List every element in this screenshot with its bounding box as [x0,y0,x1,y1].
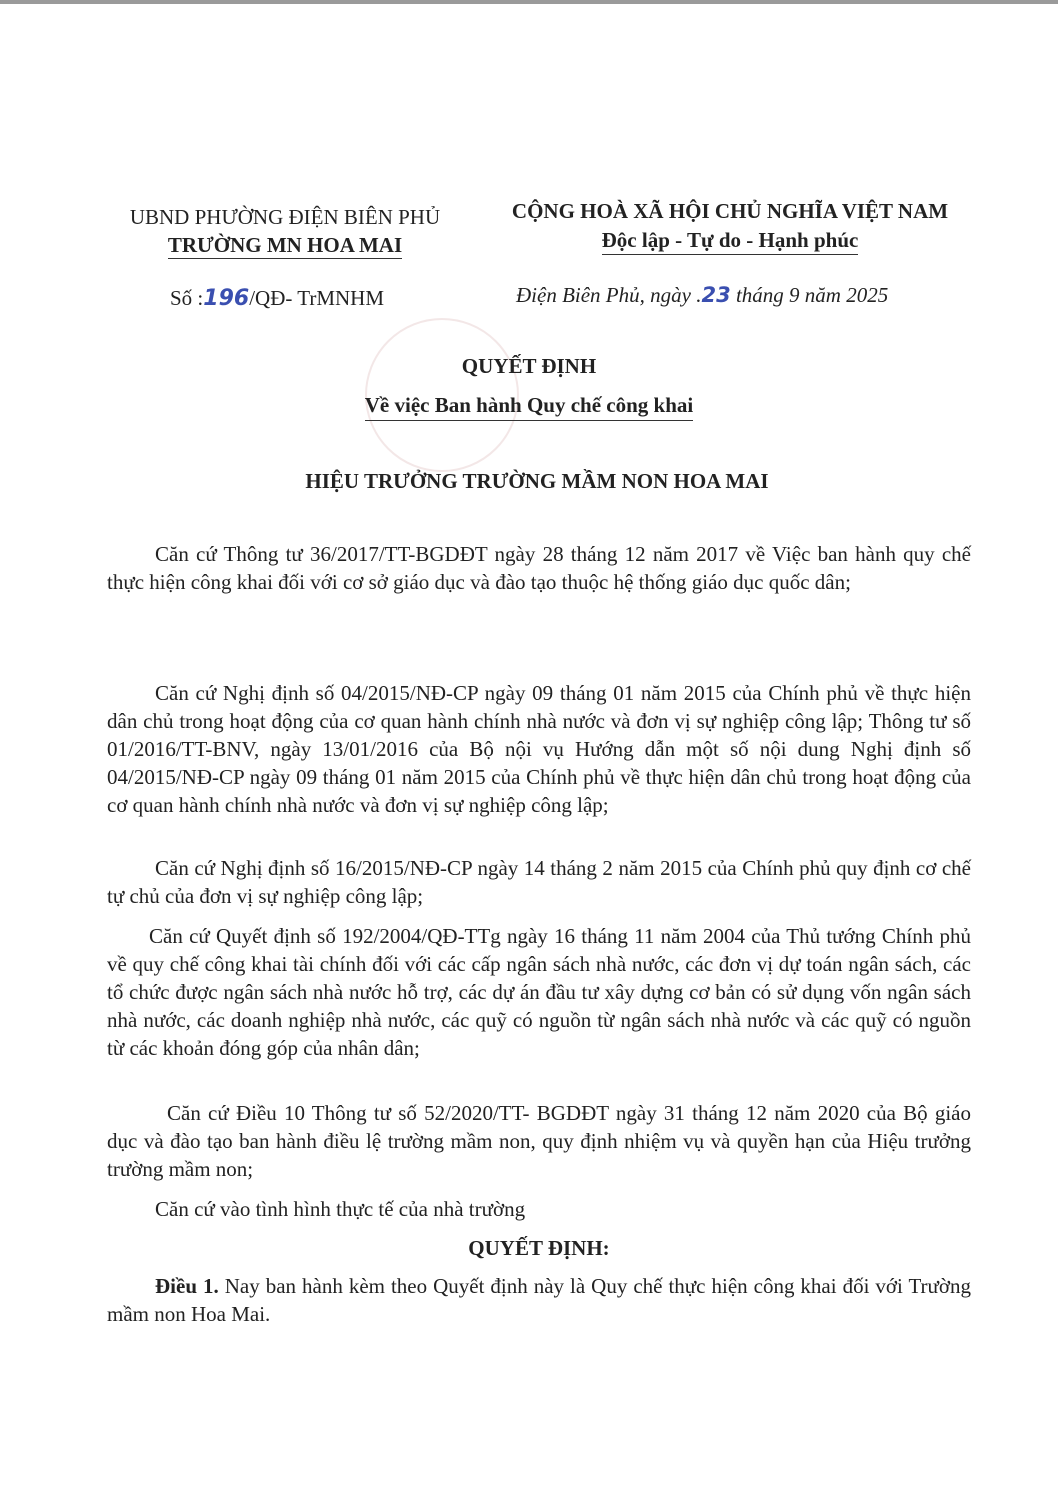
decision-clause-heading [0,1236,1058,1261]
issue-date [516,283,888,308]
authority-text: UBND PHƯỜNG ĐIỆN BIÊN PHỦ [129,205,441,229]
decision-heading [0,354,1058,379]
basis-paragraph-3: Căn cứ Nghị định số 16/2015/NĐ-CP ngày 14 tháng 2 năm 2015 của Chính phủ quy định cơ chế tự chủ của đơn vị sự nghiệp công lập; [107,856,971,908]
decision-clause-heading-text: QUYẾT ĐỊNH: [468,1236,610,1260]
decision-subject-text: Về việc Ban hành Quy chế công khai [365,393,693,421]
nation-title [485,199,975,224]
number-handwritten: 196 [203,286,250,311]
basis-paragraph-4: Căn cứ Quyết định số 192/2004/QĐ-TTg ngày 16 tháng 11 năm 2004 của Thủ tướng Chính phủ về quy chế công khai tài chính đối với các cấp ngân sách nhà nước, các đơn vị dự toán ngân sách, các tổ chức được ngân sách nhà nước hỗ trợ, các dự án đầu tư xây dựng cơ bản có sử dụng vốn ngân sách nhà nước, các doanh nghiệp nhà nước, các quỹ có nguồn từ ngân sách nhà nước và các quỹ có nguồn từ các khoản đóng góp của nhân dân; [107,924,971,1060]
article-1 [107,1272,971,1328]
decision-heading-text: QUYẾT ĐỊNH [461,354,597,378]
decision-subject [0,393,1058,418]
date-day-handwritten: 23 [701,283,731,307]
nation-text: CỘNG HOÀ XÃ HỘI CHỦ NGHĨA VIỆT NAM [511,199,949,223]
basis-paragraph-2: Căn cứ Nghị định số 04/2015/NĐ-CP ngày 09 tháng 01 năm 2015 của Chính phủ về thực hiện dân chủ trong hoạt động của cơ quan hành chính nhà nước và đơn vị sự nghiệp công lập; Thông tư số 01/2016/TT-BNV, ngày 13/01/2016 của Bộ nội vụ Hướng dẫn một số nội dung Nghị định số 04/2015/NĐ-CP ngày 09 tháng 01 năm 2015 của Chính phủ về thực hiện dân chủ trong hoạt động của cơ quan hành chính nhà nước và đơn vị sự nghiệp công lập; [107,681,971,817]
issuer-text: HIỆU TRƯỞNG TRƯỜNG MẦM NON HOA MAI [305,469,769,493]
article-1-text: Nay ban hành kèm theo Quyết định này là Quy chế thực hiện công khai đối với Trường mầm non Hoa Mai. [107,1274,972,1326]
document-number [170,286,384,311]
school-text: TRƯỜNG MN HOA MAI [167,233,403,257]
issuer-title [0,469,1058,494]
number-prefix: Số : [170,286,204,310]
basis-paragraph-5: Căn cứ Điều 10 Thông tư số 52/2020/TT- BGDĐT ngày 31 tháng 12 năm 2020 của Bộ giáo dục và đào tạo ban hành điều lệ trường mầm non, quy định nhiệm vụ và quyền hạn của Hiệu trưởng trường mầm non; [107,1101,971,1181]
date-prefix: Điện Biên Phủ, ngày . [516,283,702,307]
motto-text: Độc lập - Tự do - Hạnh phúc [602,228,859,255]
article-1-label: Điều 1. [155,1274,219,1298]
authority-name [100,205,470,230]
date-suffix: tháng 9 năm 2025 [730,283,889,307]
basis-paragraph-6: Căn cứ vào tình hình thực tế của nhà trường [155,1197,526,1221]
scan-edge [0,0,1058,4]
basis-paragraph-1: Căn cứ Thông tư 36/2017/TT-BGDĐT ngày 28 tháng 12 năm 2017 về Việc ban hành quy chế thực hiện công khai đối với cơ sở giáo dục và đào tạo thuộc hệ thống giáo dục quốc dân; [107,542,971,594]
national-motto [485,228,975,253]
school-name [100,233,470,258]
number-suffix: /QĐ- TrMNHM [249,286,384,310]
